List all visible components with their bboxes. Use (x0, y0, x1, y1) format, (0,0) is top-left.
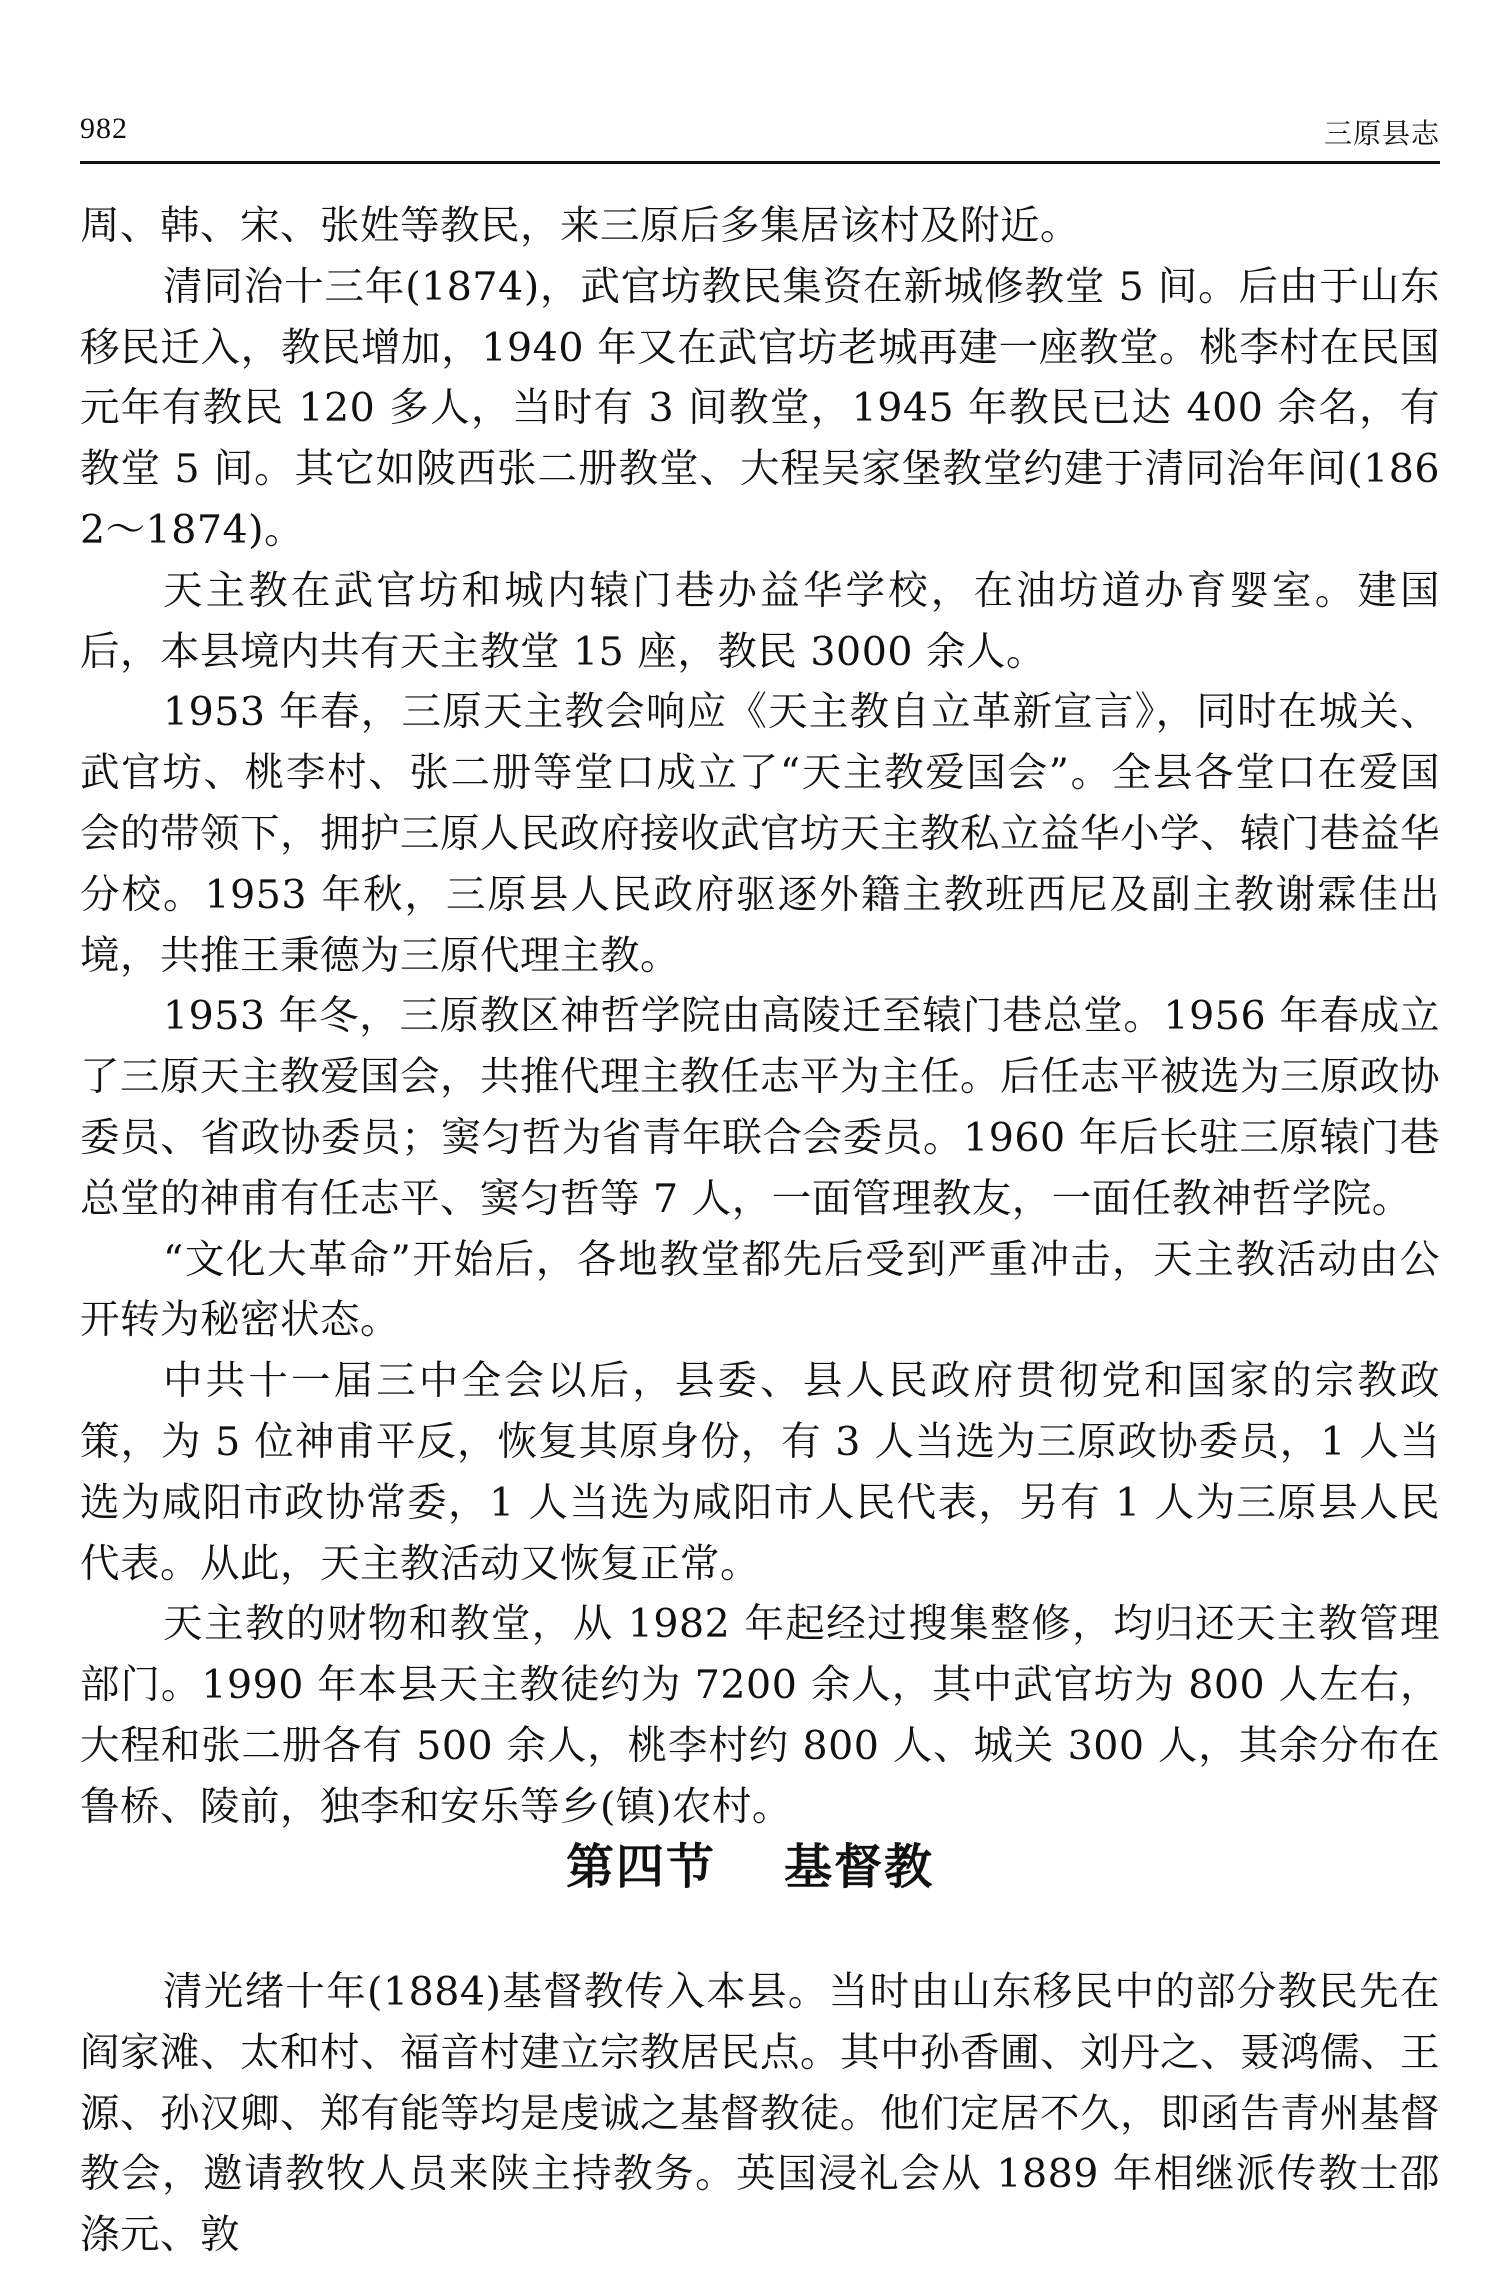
paragraph: 周、韩、宋、张姓等教民，来三原后多集居该村及附近。 (80, 203, 1080, 249)
paragraph: “文化大革命”开始后，各地教堂都先后受到严重冲击，天主教活动由公开转为秘密状态。 (80, 1236, 1440, 1344)
section-heading (0, 1828, 1500, 1897)
paragraph: 天主教在武官坊和城内辕门巷办益华学校，在油坊道办育婴室。建国后，本县境内共有天主教堂 15 座，教民 3000 余人。 (80, 567, 1440, 675)
paragraph: 中共十一届三中全会以后，县委、县人民政府贯彻党和国家的宗教政策，为 5 位神甫平反，恢复其原身份，有 3 人当选为三原政协委员，1 人当选为咸阳市政协常委，1 人当选为咸阳市人民代表，另有 1 人为三原县人民代表。从此，天主教活动又恢复正常。 (80, 1358, 1440, 1587)
section-number: 第四节 (565, 1839, 716, 1895)
paragraph: 清光绪十年(1884)基督教传入本县。当时由山东移民中的部分教民先在阎家滩、太和村、福音村建立宗教居民点。其中孙香圃、刘丹之、聂鸿儒、王源、孙汉卿、郑有能等均是虔诚之基督教徒。他们定居不久，即函告青州基督教会，邀请教牧人员来陕主持教务。英国浸礼会从 1889 年相继派传教士邵涤元、敦 (80, 1969, 1440, 2259)
paragraph: 1953 年冬，三原教区神哲学院由高陵迁至辕门巷总堂。1956 年春成立了三原天主教爱国会，共推代理主教任志平为主任。后任志平被选为三原政协委员、省政协委员；窦匀哲为省青年联合会委员。1960 年后长驻三原辕门巷总堂的神甫有任志平、窦匀哲等 7 人，一面管理教友，一面任教神哲学院。 (80, 993, 1440, 1222)
section-body-text (80, 1962, 1440, 2266)
paragraph: 1953 年春，三原天主教会响应《天主教自立革新宣言》，同时在城关、武官坊、桃李村、张二册等堂口成立了“天主教爱国会”。全县各堂口在爱国会的带领下，拥护三原人民政府接收武官坊天主教私立益华小学、辕门巷益华分校。1953 年秋，三原县人民政府驱逐外籍主教班西尼及副主教谢霖佳出境，共推王秉德为三原代理主教。 (80, 689, 1440, 979)
running-title: 三原县志 (1323, 117, 1440, 150)
page-number: 982 (80, 112, 128, 145)
body-text (80, 196, 1440, 1838)
page-header (80, 112, 1440, 160)
paragraph: 天主教的财物和教堂，从 1982 年起经过搜集整修，均归还天主教管理部门。1990 年本县天主教徒约为 7200 余人，其中武官坊为 800 人左右，大程和张二册各有 500 余人，桃李村约 800 人、城关 300 人，其余分布在鲁桥、陵前，独李和安乐等乡(镇)农村。 (80, 1601, 1440, 1830)
header-rule (80, 161, 1440, 164)
section-title: 基督教 (784, 1839, 935, 1895)
paragraph: 清同治十三年(1874)，武官坊教民集资在新城修教堂 5 间。后由于山东移民迁入，教民增加，1940 年又在武官坊老城再建一座教堂。桃李村在民国元年有教民 120 多人，当时有 3 间教堂，1945 年教民已达 400 余名，有教堂 5 间。其它如陂西张二册教堂、大程吴家堡教堂约建于清同治年间(1862～1874)。 (80, 263, 1440, 553)
